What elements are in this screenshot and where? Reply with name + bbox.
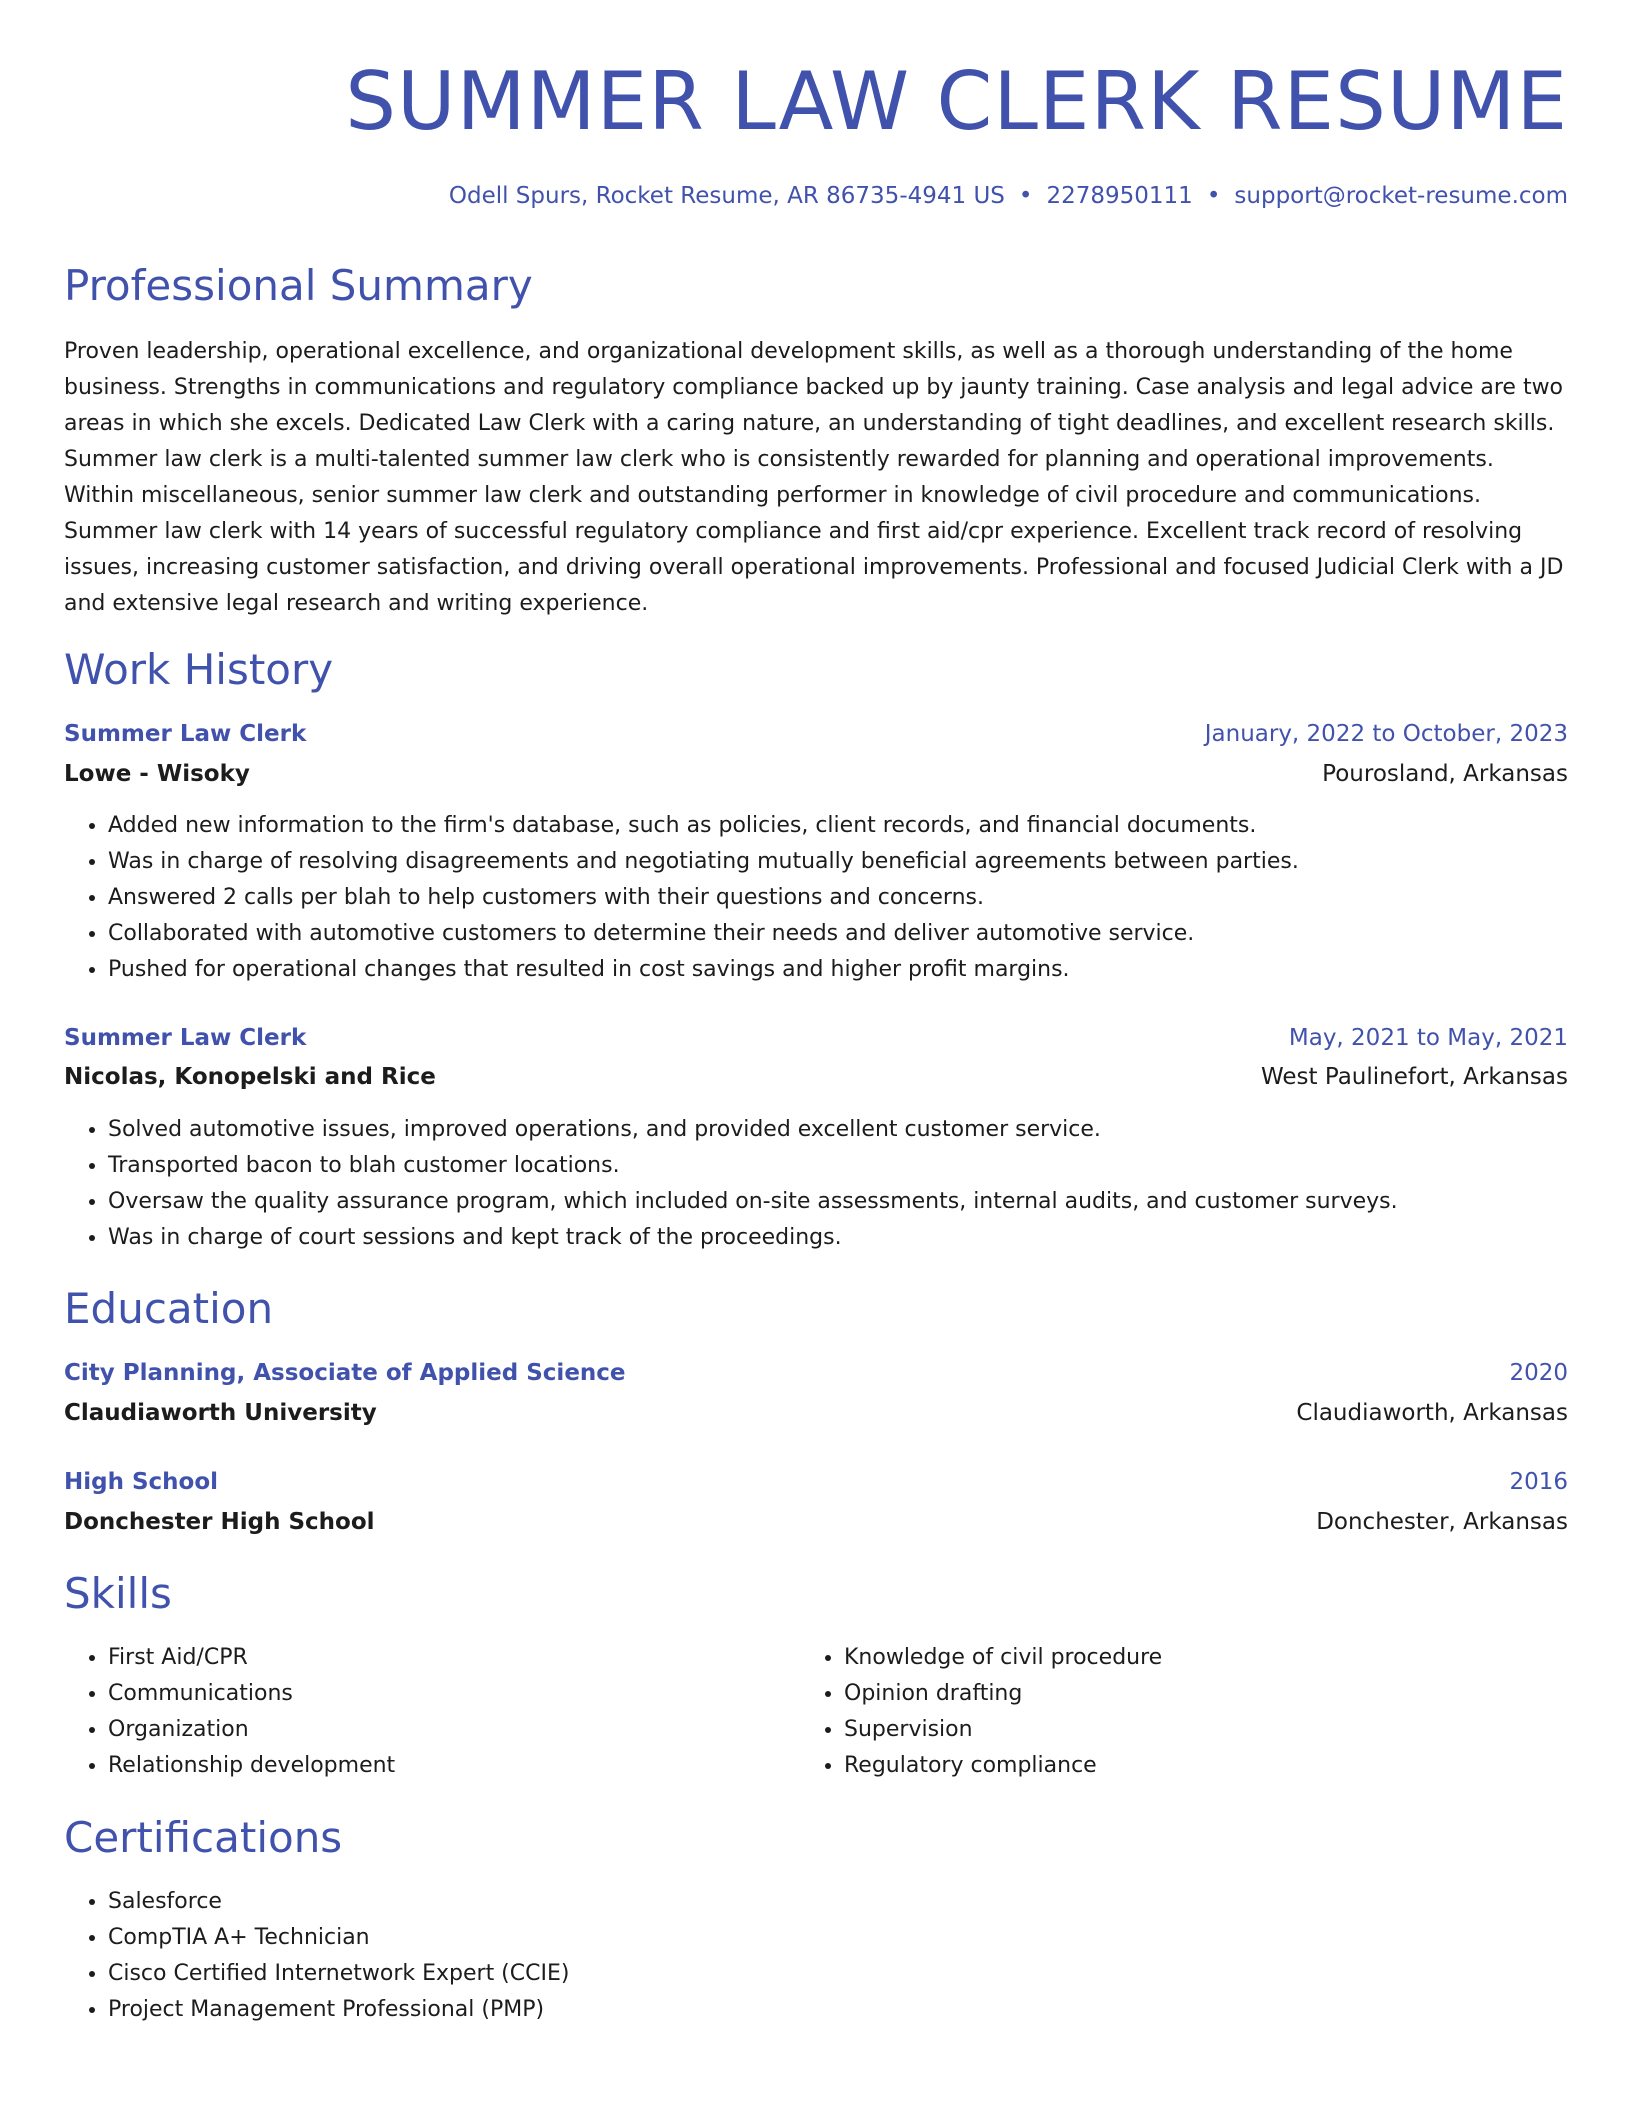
list-item: • Regulatory compliance [844, 1748, 1162, 1784]
list-item: • Project Management Professional (PMP) [108, 1992, 569, 2028]
summary-heading: Professional Summary [64, 261, 533, 310]
skills-list-left [64, 1640, 395, 1784]
education-degree: High School [64, 1469, 219, 1495]
job-company: Nicolas, Konopelski and Rice [64, 1064, 436, 1090]
education-year: 2016 [1509, 1469, 1568, 1495]
education-subheader [64, 1397, 1568, 1429]
certifications-list [64, 1884, 569, 2028]
work-history-heading: Work History [64, 645, 334, 694]
list-item: • First Aid/CPR [108, 1640, 395, 1676]
education-heading: Education [64, 1284, 274, 1333]
list-item: • Oversaw the quality assurance program, which included on-site assessments, internal audits, and customer surveys. [108, 1184, 1398, 1220]
job-subheader [64, 1061, 1568, 1093]
certifications-heading: Certifications [64, 1813, 343, 1862]
resume-title: SUMMER LAW CLERK RESUME [345, 55, 1568, 148]
list-item: • Answered 2 calls per blah to help customers with their questions and concerns. [108, 880, 1299, 916]
job-header [64, 1022, 1568, 1054]
contact-email: support@rocket-resume.com [1234, 183, 1568, 209]
summary-text: Proven leadership, operational excellence, and organizational development skills, as well as a thorough understanding of the home business. Strengths in communications and regulatory compliance backed up by jaunty training. Case analysis and legal advice are two areas in which she excels. Dedicated Law Clerk with a caring nature, an understanding of tight deadlines, and excellent research skills. Summer law clerk is a multi-talented summer law clerk who is consistently rewarded for planning and operational improvements. Within miscellaneous, senior summer law clerk and outstanding performer in knowledge of civil procedure and communications. Summer law clerk with 14 years of successful regulatory compliance and first aid/cpr experience. Excellent track record of resolving issues, increasing customer satisfaction, and driving overall operational improvements. Professional and focused Judicial Clerk with a JD and extensive legal research and writing experience. [64, 339, 1564, 616]
education-degree: City Planning, Associate of Applied Science [64, 1360, 626, 1386]
list-item: • Opinion drafting [844, 1676, 1162, 1712]
job-dates: May, 2021 to May, 2021 [1288, 1025, 1568, 1051]
education-year: 2020 [1509, 1360, 1568, 1386]
contact-address: Odell Spurs, Rocket Resume, AR 86735-4941 US [448, 183, 1005, 209]
list-item: • Was in charge of resolving disagreements and negotiating mutually beneficial agreements between parties. [108, 844, 1299, 880]
contact-line [449, 180, 1568, 212]
list-item: • Supervision [844, 1712, 1162, 1748]
list-item: • Collaborated with automotive customers to determine their needs and deliver automotive service. [108, 916, 1299, 952]
list-item: • Relationship development [108, 1748, 395, 1784]
education-location: Claudiaworth, Arkansas [1296, 1400, 1568, 1426]
list-item: • Organization [108, 1712, 395, 1748]
education-subheader [64, 1506, 1568, 1538]
job-subheader [64, 758, 1568, 790]
list-item: • Communications [108, 1676, 395, 1712]
job-company: Lowe - Wisoky [64, 761, 250, 787]
education-school: Donchester High School [64, 1509, 375, 1535]
education-location: Donchester, Arkansas [1316, 1509, 1568, 1535]
list-item: • Was in charge of court sessions and kept track of the proceedings. [108, 1220, 1398, 1256]
list-item: • Cisco Certified Internetwork Expert (CCIE) [108, 1956, 569, 1992]
list-item: • Added new information to the firm's database, such as policies, client records, and financial documents. [108, 808, 1299, 844]
list-item: • Knowledge of civil procedure [844, 1640, 1162, 1676]
job-location: Pourosland, Arkansas [1322, 761, 1568, 787]
job-dates: January, 2022 to October, 2023 [1204, 721, 1568, 747]
list-item: • Transported bacon to blah customer locations. [108, 1148, 1398, 1184]
job-title: Summer Law Clerk [64, 1025, 307, 1051]
list-item: • Salesforce [108, 1884, 569, 1920]
contact-phone: 2278950111 [1046, 183, 1193, 209]
job-title: Summer Law Clerk [64, 721, 307, 747]
education-header [64, 1466, 1568, 1498]
skills-list-right [800, 1640, 1162, 1784]
list-item: • Solved automotive issues, improved operations, and provided excellent customer service. [108, 1112, 1398, 1148]
job-header [64, 718, 1568, 750]
list-item: • CompTIA A+ Technician [108, 1920, 569, 1956]
job-duties-list [64, 1112, 1398, 1256]
education-header [64, 1357, 1568, 1389]
list-item: • Pushed for operational changes that resulted in cost savings and higher profit margins. [108, 952, 1299, 988]
skills-heading: Skills [64, 1569, 172, 1618]
separator-dot: • [1018, 183, 1033, 209]
job-location: West Paulinefort, Arkansas [1261, 1064, 1568, 1090]
education-school: Claudiaworth University [64, 1400, 377, 1426]
separator-dot: • [1206, 183, 1221, 209]
job-duties-list [64, 808, 1299, 988]
